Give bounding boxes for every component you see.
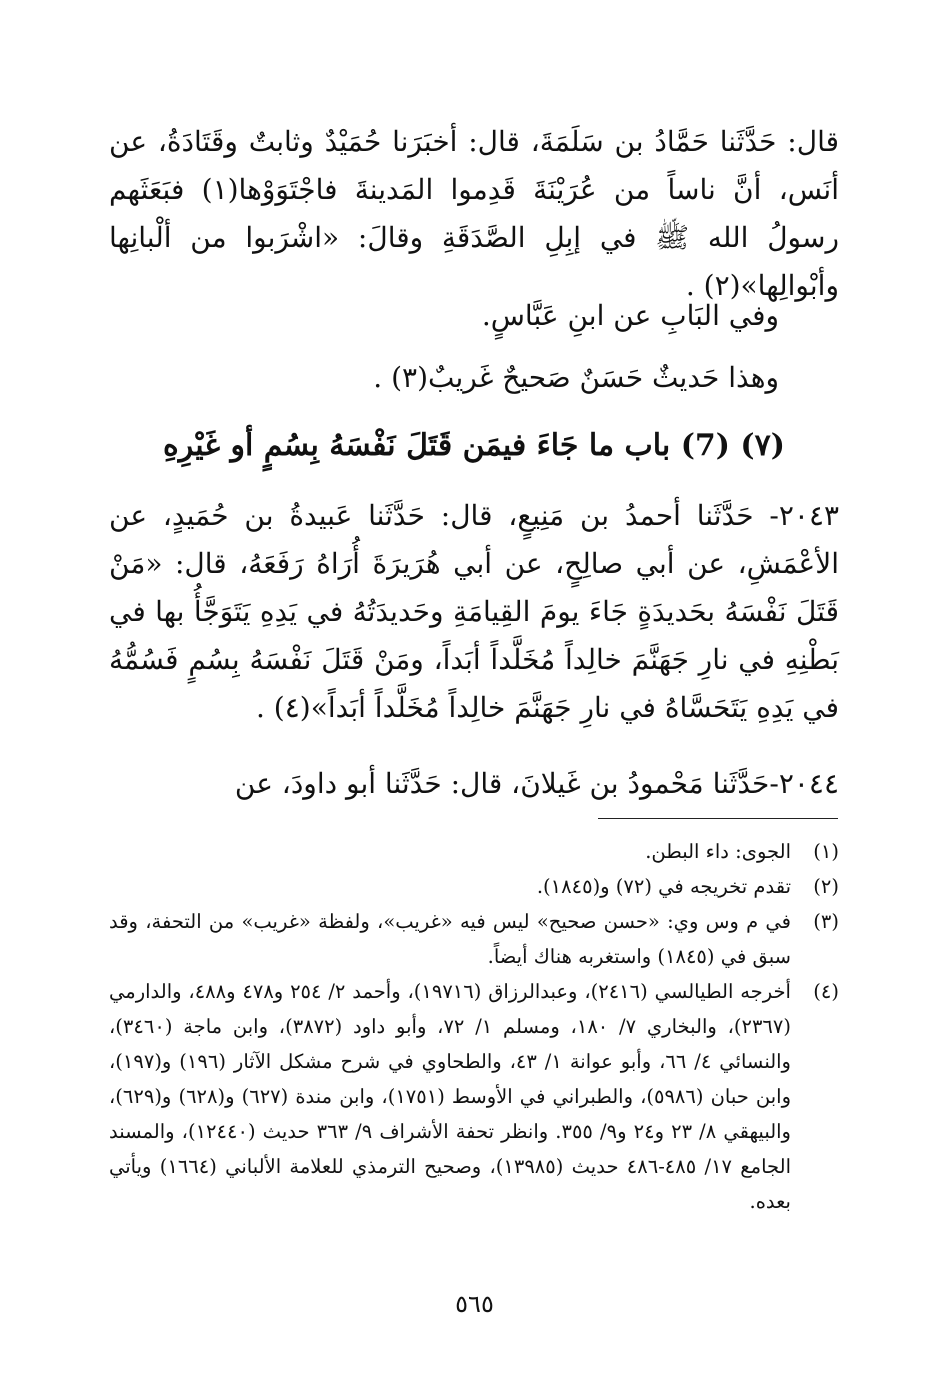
- hadith-number: ٢٠٤٤-: [769, 767, 839, 800]
- hadith-number: ٢٠٤٣-: [769, 499, 840, 532]
- footnote-number: (٤): [813, 980, 839, 1003]
- footnote: [109, 869, 839, 904]
- chapter-title: (٧) (7) باب ما جَاءَ فيمَن قَتَلَ نَفْسَهُ بِسُمٍ أو غَيْرِهِ: [163, 428, 785, 463]
- paragraph-hadith-2043: [109, 492, 839, 732]
- page-number: ٥٦٥: [455, 1290, 494, 1318]
- hadith-text: حَدَّثَنا مَحْمودُ بن غَيلانَ، قال: حَدَّثَنا أبو داودَ، عن: [234, 767, 770, 800]
- footnote-text: الجوى: داء البطن.: [645, 840, 791, 863]
- footnote-number: (١): [813, 840, 839, 863]
- footnote-number: (٢): [813, 875, 839, 898]
- footnote-text: أخرجه الطيالسي (٢٤١٦)، وعبدالرزاق (١٩٧١٦)، وأحمد ٢/ ٢٥٤ و٤٧٨ و٤٨٨، والدارمي (٢٣٦٧)، والبخاري ٧/ ١٨٠، ومسلم ١/ ٧٢، وأبو داود (٣٨٧٢)، وابن ماجة (٣٤٦٠)، والنسائي ٤/ ٦٦، وأبو عوانة ١/ ٤٣، والطحاوي في شرح مشكل الآثار (١٩٦) و(١٩٧)، وابن حبان (٥٩٨٦)، والطبراني في الأوسط (١٧٥١)، وابن مندة (٦٢٧) و(٦٢٨) و(٦٢٩)، والبيهقي ٨/ ٢٣ و٢٤ و٩/ ٣٥٥. وانظر تحفة الأشراف ٩/ ٣٦٣ حديث (١٢٤٤٠)، والمسند الجامع ١٧/ ٤٨٥-٤٨٦ حديث (١٣٩٨٥)، وصحيح الترمذي للعلامة الألباني (١٦٦٤) ويأتي بعده.: [109, 980, 791, 1213]
- paragraph-hadith-continuation: قال: حَدَّثَنا حَمَّادُ بن سَلَمَةَ، قال: أخبَرَنا حُمَيْدٌ وثابتٌ وقَتَادَةُ، عن أنَس، أنَّ ناساً من عُرَيْنَةَ قَدِموا المَدينةَ فاجْتَوَوْها(١) فبَعَثَهم رسولُ الله ﷺ في إبِلِ الصَّدَقَةِ وقالَ: «اشْرَبوا من ألْبانِها وأبْوالِها»(٢) .: [109, 125, 840, 302]
- paragraph-hadith-2044: [109, 760, 839, 808]
- footnote: [109, 974, 839, 1219]
- footnote-divider: [598, 818, 838, 819]
- footnote-text: تقدم تخريجه في (٧٢) و(١٨٤٥).: [536, 875, 791, 898]
- footnotes: [109, 834, 839, 1219]
- paragraph-chapter-note: وفي البَابِ عن ابنِ عَبَّاسٍ.: [481, 299, 779, 332]
- footnote: [109, 904, 839, 974]
- footnote-number: (٣): [813, 910, 839, 933]
- footnote-text: في م وس وي: «حسن صحيح» ليس فيه «غريب»، ولفظة «غريب» من التحفة، وقد سبق في (١٨٤٥) واستغربه هناك أيضاً.: [109, 910, 791, 968]
- footnote: [109, 834, 839, 869]
- hadith-text: حَدَّثَنا أحمدُ بن مَنِيعٍ، قال: حَدَّثَنا عَبيدةُ بن حُمَيدٍ، عن الأعْمَشِ، عن أبي صالِحٍ، عن أبي هُرَيرَةَ أُرَاهُ رَفَعَهُ، قال: «مَنْ قَتَلَ نَفْسَهُ بحَديدَةٍ جَاءَ يومَ القِيامَةِ وحَديدَتُهُ في يَدِهِ يَتَوَجَّأُ بها في بَطْنِهِ في نارِ جَهَنَّمَ خالِداً مُخَلَّداً أبَداً، ومَنْ قَتَلَ نَفْسَهُ بِسُمٍ فَسُمُّهُ في يَدِهِ يَتَحَسَّاهُ في نارِ جَهَنَّمَ خالِداً مُخَلَّداً أبَداً»(٤) .: [109, 499, 839, 724]
- paragraph-grading: وهذا حَديثٌ حَسَنٌ صَحيحٌ غَريبٌ(٣) .: [373, 361, 779, 394]
